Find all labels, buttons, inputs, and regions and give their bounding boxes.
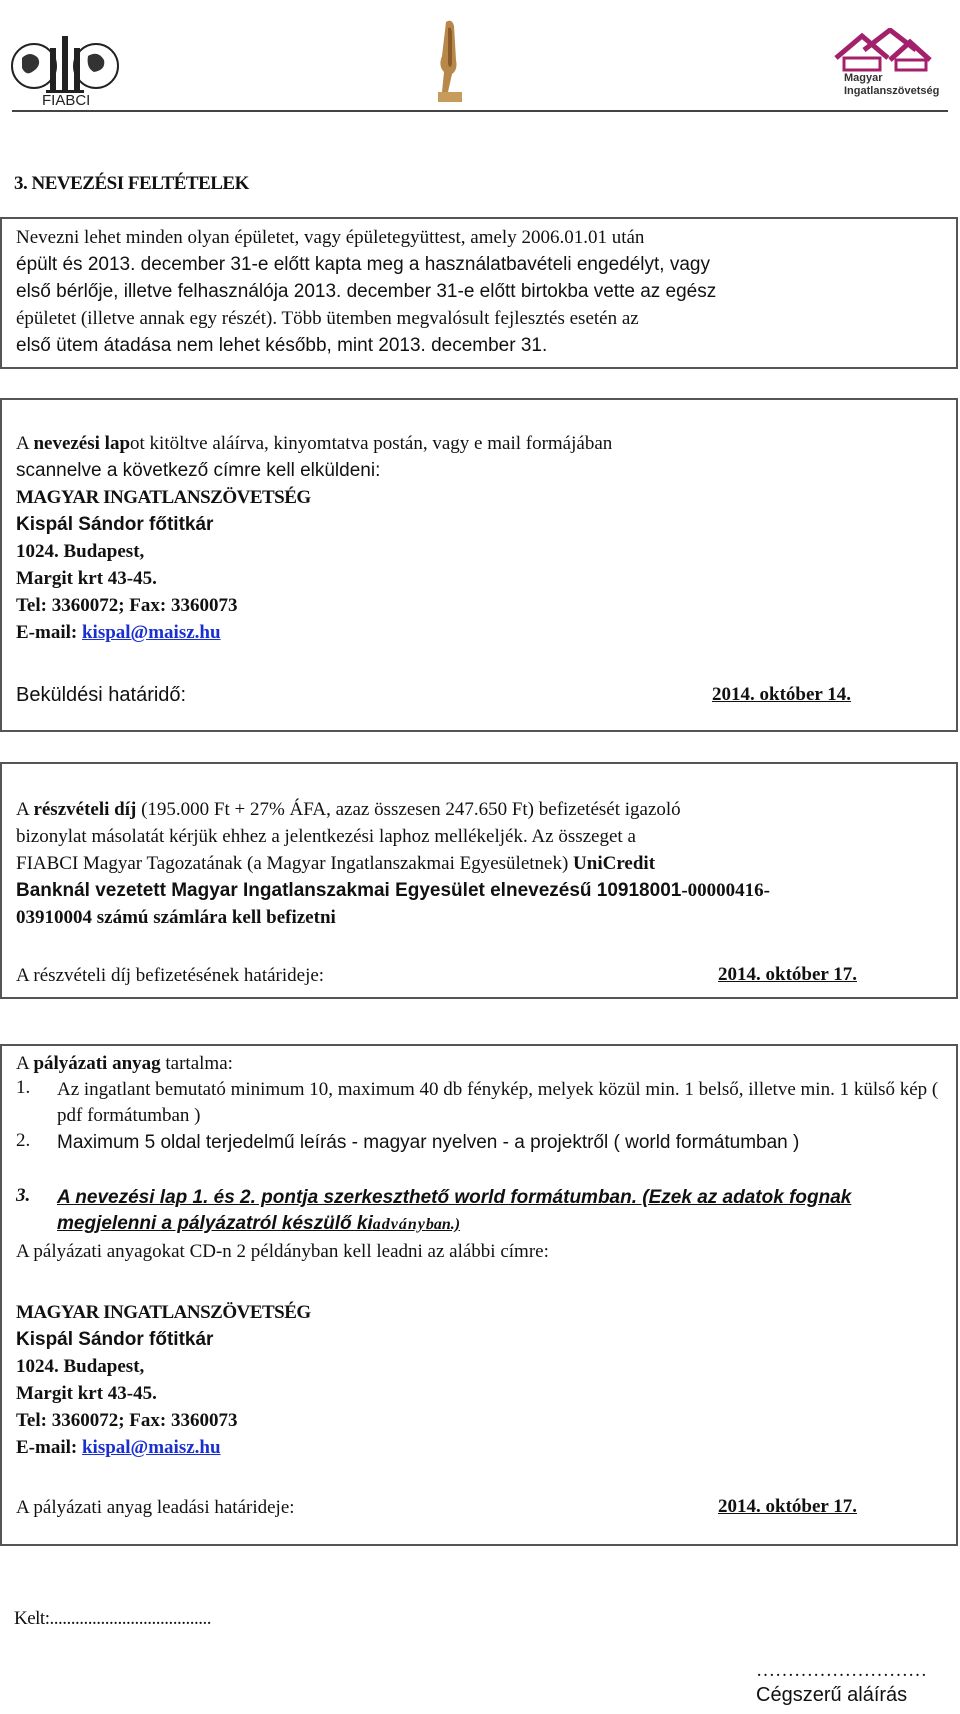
entry-phone: Tel: 3360072; Fax: 3360073 [16,595,238,616]
fee-line-5: 03910004 számú számlára kell befizetni [16,907,336,928]
header-rule [12,110,948,112]
mit-logo-line2: Ingatlanszövetség [844,85,940,97]
trophy-icon [432,18,468,104]
intro-box [0,217,958,369]
entry-email-link[interactable]: kispal@maisz.hu [81,622,221,643]
entry-deadline-label: Beküldési határidő: [16,684,187,706]
section-heading: 3. NEVEZÉSI FELTÉTELEK [14,173,249,194]
entry-city: 1024. Budapest, [16,541,145,562]
material-street: Margit krt 43-45. [16,1383,157,1404]
trophy-logo [432,18,468,104]
fee-deadline-label: A részvételi díj befizetésének határideje: [16,965,325,986]
fiabci-logo-text: FIABCI [42,92,91,109]
material-email-row: E-mail: kispal@maisz.hu [16,1437,221,1458]
entry-line-1: A nevezési lapot kitöltve aláírva, kinyomtatva postán, vagy e mail formájában [16,433,613,454]
entry-person: Kispál Sándor főtitkár [16,514,214,535]
entry-email-row: E-mail: kispal@maisz.hu [16,622,221,643]
fee-box [0,762,958,999]
material-item-1-text: Az ingatlant bemutató minimum 10, maximum 40 db fénykép, melyek közül min. 1 belső, illetve min. 1 külső kép ( pdf formátumban ) [57,1079,939,1126]
mit-houses-icon [834,28,934,72]
fiabci-globe-icon [10,28,120,94]
mit-logo-line1: Magyar [844,72,883,84]
material-person: Kispál Sándor főtitkár [16,1329,214,1350]
fee-line-1: A részvételi díj (195.000 Ft + 27% ÁFA, azaz összesen 247.650 Ft) befizetését igazoló [16,799,681,820]
material-cd-line: A pályázati anyagokat CD-n 2 példányban kell leadni az alábbi címre: [16,1241,549,1262]
kelt-line: Kelt:...................................... [14,1608,211,1629]
material-item-1-num: 1. [16,1077,31,1098]
fee-line-3: FIABCI Magyar Tagozatának (a Magyar Ingatlanszakmai Egyesületnek) UniCredit [16,853,656,874]
material-box [0,1044,958,1546]
intro-line-4: épületet (illetve annak egy részét). Több ütemben megvalósult fejlesztés esetén az [16,308,639,329]
intro-line-2: épült és 2013. december 31-e előtt kapta meg a használatbavételi engedélyt, vagy [16,254,710,275]
material-city: 1024. Budapest, [16,1356,145,1377]
material-line-1: A pályázati anyag tartalma: [16,1053,233,1074]
material-deadline-value: 2014. október 17. [718,1496,857,1517]
material-item-2-num: 2. [16,1130,31,1151]
fee-line-2: bizonylat másolatát kérjük ehhez a jelentkezési laphoz mellékeljék. Az összeget a [16,826,636,847]
entry-org: MAGYAR INGATLANSZÖVETSÉG [16,487,311,508]
entry-line-2: scannelve a következő címre kell elküldeni: [16,460,381,481]
material-deadline-label: A pályázati anyag leadási határideje: [16,1497,295,1518]
fee-deadline-value: 2014. október 17. [718,964,857,985]
fee-line-4: Banknál vezetett Magyar Ingatlanszakmai Egyesület elnevezésű 10918001-00000416- [16,880,770,901]
intro-line-1: Nevezni lehet minden olyan épületet, vagy épületegyüttest, amely 2006.01.01 után [16,227,645,248]
material-email-link[interactable]: kispal@maisz.hu [81,1437,221,1458]
signature-label: Cégszerű aláírás [756,1684,908,1706]
entry-box [0,398,958,732]
intro-line-3: első bérlője, illetve felhasználója 2013. december 31-e előtt birtokba vette az egész [16,281,717,302]
material-item-2-text: Maximum 5 oldal terjedelmű leírás - magyar nyelven - a projektről ( world formátumban ) [57,1132,800,1153]
material-org: MAGYAR INGATLANSZÖVETSÉG [16,1302,311,1323]
entry-street: Margit krt 43-45. [16,568,157,589]
material-item-3-num: 3. [16,1185,31,1206]
signature-dots: ……………………… [756,1660,927,1681]
material-phone: Tel: 3360072; Fax: 3360073 [16,1410,238,1431]
intro-line-5: első ütem átadása nem lehet később, mint 2013. december 31. [16,335,548,356]
mit-logo [834,28,944,102]
entry-deadline-value: 2014. október 14. [712,684,851,705]
fiabci-logo [10,28,120,108]
material-item-3-text: A nevezési lap 1. és 2. pontja szerkeszthető world formátumban. (Ezek az adatok fognak megjelenni a pályázatról készülő kiadványban.) [57,1187,852,1234]
